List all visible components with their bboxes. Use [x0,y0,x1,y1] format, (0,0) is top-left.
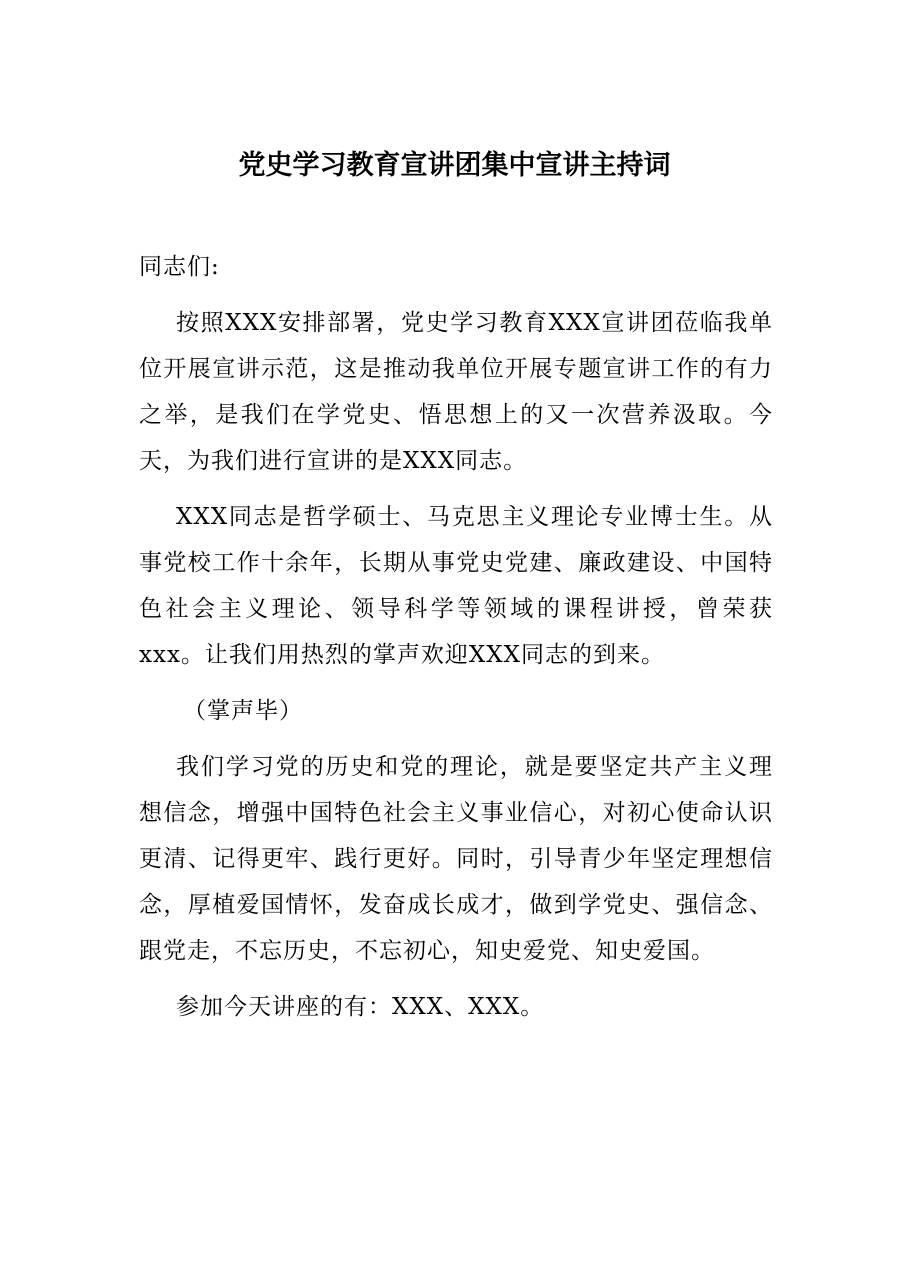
document-title: 党史学习教育宣讲团集中宣讲主持词 [238,150,671,181]
paragraph-significance: 我们学习党的历史和党的理论，就是要坚定共产主义理想信念，增强中国特色社会主义事业信心，对初心使命认识更清、记得更牢、践行更好。同时，引导青少年坚定理想信念，厚植爱国情怀，发奋成长成才，做到学党史、强信念、跟党走，不忘历史，不忘初心，知史爱党、知史爱国。 [139,754,773,964]
paragraph-arrangement: 按照XXX安排部署，党史学习教育XXX宣讲团莅临我单位开展宣讲示范，这是推动我单位开展专题宣讲工作的有力之举，是我们在学党史、悟思想上的又一次营养汲取。今天，为我们进行宣讲的是XXX同志。 [139,310,773,474]
paragraph-attendees: 参加今天讲座的有：XXX、XXX。 [176,994,545,1020]
paragraph-applause: （掌声毕） [183,698,303,724]
paragraph-speaker-intro: XXX同志是哲学硕士、马克思主义理论专业博士生。从事党校工作十余年，长期从事党史党建、廉政建设、中国特色社会主义理论、领导科学等领域的课程讲授，曾荣获xxx。让我们用热烈的掌声欢迎XXX同志的到来。 [139,504,773,668]
document-body [139,244,773,1040]
greeting-line: 同志们: [139,254,220,280]
